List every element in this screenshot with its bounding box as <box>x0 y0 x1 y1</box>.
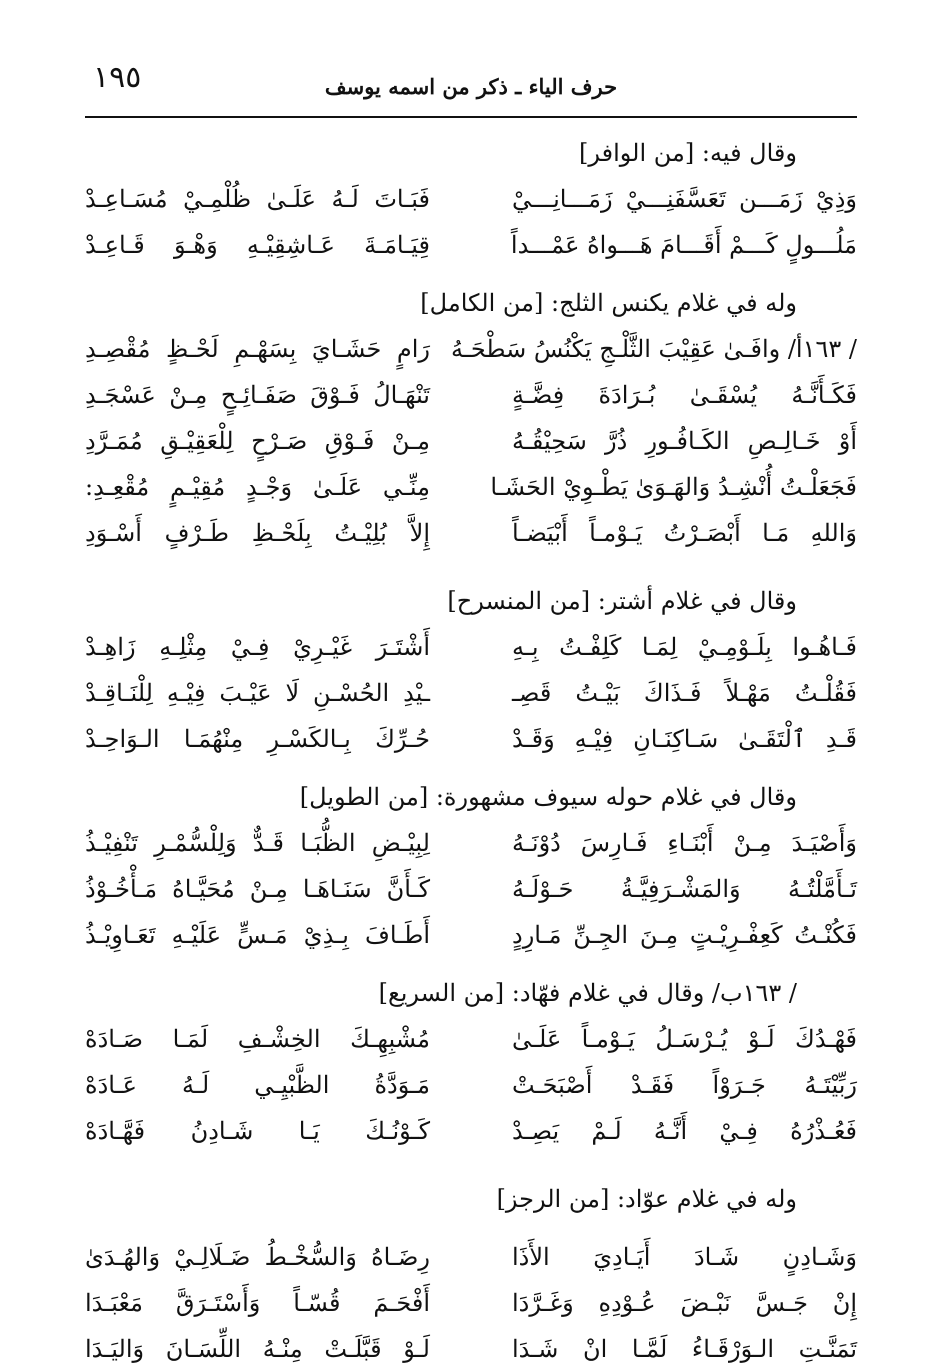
verse-line <box>85 1108 857 1154</box>
first-hemistich: وَشَـادِنٍ شَـادَ أَيَـادِيَ الأَذَا <box>512 1243 857 1271</box>
second-hemistich: مِـنْ فَـوْقِ صَـرْحٍ لِلْعَقِيْـقِ مُمَـرَّدِ <box>85 427 430 455</box>
first-hemistich: فَكَـأَنَّـهُ يُسْقَـىٰ بُـرَادَةَ فِضَّـةٍ <box>512 381 857 409</box>
section-intro: وقال فيه: [من الوافر] <box>579 139 797 167</box>
second-hemistich: ـيْدِ الحُسْـنِ لَا عَيْـبَ فِيْـهِ لِلْنَـاقِـدْ <box>85 679 430 707</box>
second-hemistich: فَبَـاتَ لَـهُ عَلَـىٰ ظُلْمِـيْ مُسَـاعِـدْ <box>85 185 430 213</box>
first-hemistich: مَلُـــولٍ كَـــمْ أَقَـــامَ هَـــواهُ عَمْـــداً <box>510 231 857 259</box>
first-hemistich: تَمَنَّـتِ الـوَرْقَـاءُ لَمَّـا انْ شَـدَا <box>512 1335 857 1363</box>
second-hemistich: إِلاَّ بُلِيْـتُ بِلَحْـظِ طَـرْفٍ أَسْـوَدِ <box>85 519 430 547</box>
first-hemistich: فَكُنْـتُ كَعِفْـرِيْـتٍ مِـنَ الجِـنِّ مَـارِدٍ <box>512 921 857 949</box>
section-intro: وله في غلام عوّاد: [من الرجز] <box>496 1185 797 1213</box>
second-hemistich: تَنْهَـالُ فَـوْقَ صَفَـائِـحٍ مِـنْ عَسْجَـدِ <box>85 381 430 409</box>
first-hemistich: قَـدِ ٱلْتَقَـىٰ سَـاكِنَـانِ فِيْـهِ وَقَـدْ <box>512 725 857 753</box>
verse-line <box>85 222 857 268</box>
verse-line <box>85 464 857 510</box>
first-hemistich: / ١٦٣أ/ وافَـىٰ عَقِيْبَ الثَّلْـجِ يَكْنُسُ سَطْحَـهُ <box>451 335 857 363</box>
page-number: ١٩٥ <box>93 60 142 95</box>
running-title: حرف الياء ـ ذكر من اسمه يوسف <box>324 74 618 99</box>
first-hemistich: تَـأَمَّلْتُـهُ وَالمَشْـرَفِيَّـةُ حَـوْلَـهُ <box>512 875 857 903</box>
section-intro: وقال في غلام حوله سيوف مشهورة: [من الطويل] <box>299 783 797 811</box>
section-intro: وقال في غلام أشتر: [من المنسرح] <box>447 587 797 615</box>
second-hemistich: رِضَـاهُ وَالسُّخْـطُ ضَـلَالِـيْ وَالهُـدَىٰ <box>85 1243 430 1271</box>
verse-line <box>85 176 857 222</box>
first-hemistich: فَهْـدُكَ لَـوْ يُـرْسَـلُ يَـوْمـاً عَلَـىٰ <box>512 1025 857 1053</box>
first-hemistich: وَاللهِ مَـا أَبْصَـرْتُ يَـوْمـاً أَبْيَضـاً <box>512 519 857 547</box>
verse-line <box>85 624 857 670</box>
verse-line <box>85 866 857 912</box>
second-hemistich: كَـأَنَّ سَنَـاهَـا مِـنْ مُحَيَّـاهُ مَـأْخُـوْذُ <box>85 875 430 903</box>
verse-line <box>85 326 857 372</box>
verse-line <box>85 1062 857 1108</box>
verse-line <box>85 820 857 866</box>
second-hemistich: أَطَـافَ بِـذِيْ مَـسٍّ عَلَيْـهِ تَعَـاوِيْـذُ <box>85 921 430 949</box>
section-intro: وله في غلام يكنس الثلج: [من الكامل] <box>420 289 797 317</box>
second-hemistich: لَـوْ قَبَّلَـتْ مِنْـهُ اللِّسَـانَ وَاليَـدَا <box>85 1335 430 1363</box>
verse-line <box>85 1326 857 1372</box>
second-hemistich: مِنِّـي عَلَـىٰ وَجْـدٍ مُقِيْـمٍ مُقْعِـدِ: <box>85 473 430 501</box>
first-hemistich: وَأَصْيَـدَ مِـنْ أَبْنَـاءِ فَـارِسَ دُوْنَـهُ <box>512 829 857 857</box>
first-hemistich: فَـاهُـوا بِلَـوْمِـيْ لِمَـا كَلِفْـتُ بِـهِ <box>512 633 857 661</box>
section-intro: / ١٦٣ب/ وقال في غلام فهّاد: [من السريع] <box>378 979 797 1007</box>
first-hemistich: أَوْ خَـالِـصِ الكَـافُـورِ ذُرَّ سَحِيْقُـهُ <box>512 427 857 455</box>
verse-line <box>85 418 857 464</box>
second-hemistich: قِيَـامَـةَ عَـاشِقِيْـهِ وَهْـوَ قَـاعِـدْ <box>85 231 430 259</box>
first-hemistich: إِنْ جَـسَّ نَبْـضَ عُـوْدِهِ وَغَـرَّدَا <box>512 1289 857 1317</box>
first-hemistich: وَذِيْ زَمَـــن تَعَسَّفَنِـــيْ زَمَـــانِـــيْ <box>512 185 857 213</box>
first-hemistich: فَجَعَلْـتُ أُنْشِـدُ وَالهَـوَىٰ يَطْـوِيْ الحَشَـا <box>490 473 857 501</box>
verse-line <box>85 372 857 418</box>
second-hemistich: أَفْحَـمَ قُسّـاً وَأَسْتَـرَقَّ مَعْبَـدَا <box>85 1289 430 1317</box>
poem-content <box>85 130 857 1363</box>
verse-line <box>85 1016 857 1062</box>
first-hemistich: فَعُـذْرُهُ فِـيْ أَنَّـهُ لَـمْ يَصِـدْ <box>512 1117 857 1145</box>
second-hemistich: لِبِيْـضِ الظُّبَـا قَـدٌّ وَلِلْسُّمْـرِ تَنْفِيْـذُ <box>85 829 430 857</box>
verse-line <box>85 1280 857 1326</box>
second-hemistich: رَامٍ حَشَـايَ بِسَهْـمِ لَحْـظٍ مُقْصِـدِ <box>85 335 430 363</box>
second-hemistich: مَـوَدَّةُ الظَّبْيِـي لَـهُ عَـادَهْ <box>85 1071 430 1099</box>
verse-line <box>85 670 857 716</box>
verse-line <box>85 912 857 958</box>
verse-line <box>85 510 857 556</box>
verse-line <box>85 716 857 762</box>
page-header <box>85 60 857 118</box>
second-hemistich: حُـرِّكَ بِـالكَسْـرِ مِنْهُمَـا الـوَاحِـدْ <box>85 725 430 753</box>
first-hemistich: فَقُلْـتُ مَهْـلاً فَـذَاكَ بَيْـتُ قَصِـ <box>512 679 857 707</box>
second-hemistich: مُشْبِهِـكَ الخِشْـفِ لَمَـا صَـادَهْ <box>85 1025 430 1053</box>
second-hemistich: أَشْتَـرَ غَيْـرِيْ فِـيْ مِثْلِـهِ زَاهِـدْ <box>85 633 430 661</box>
verse-line <box>85 1234 857 1280</box>
second-hemistich: كَـوْنُـكَ يَـا شَـادِنُ فَهَّـادَهْ <box>85 1117 430 1145</box>
first-hemistich: رَبِّيْتَـهُ جَـرَوْاً فَقَـدْ أَصْبَحَـتْ <box>512 1071 857 1099</box>
